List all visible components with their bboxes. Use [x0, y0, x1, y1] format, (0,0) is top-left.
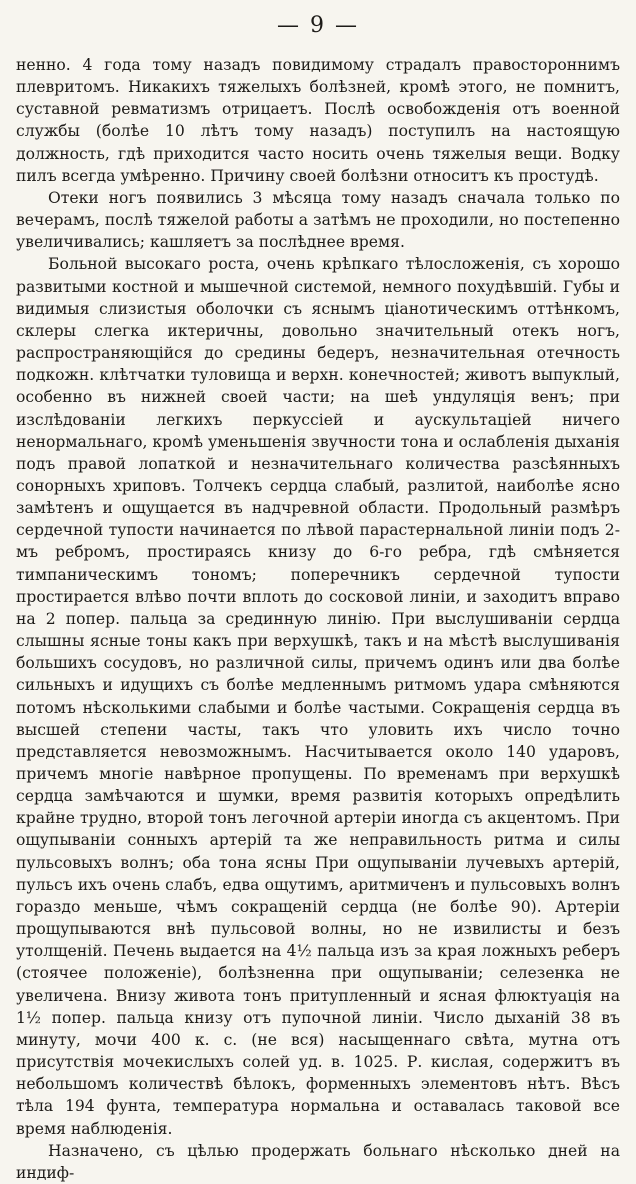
paragraph-treatment: Назначено, съ цѣлью продержать больнаго нѣсколько дней на индиф- [16, 1141, 620, 1182]
paragraph-edema-history: Отеки ногъ появились 3 мѣсяца тому назадъ сначала только по вечерамъ, послѣ тяжелой работы а затѣмъ не проходили, но постепенно увеличивались; кашляетъ за послѣднее время. [16, 188, 620, 252]
paragraph-examination: Больной высокаго роста, очень крѣпкаго тѣлосложенія, съ хорошо развитыми костной и мышечной системой, немного похудѣвшій. Губы и видимыя слизистыя оболочки съ яснымъ ціанотическимъ оттѣнкомъ, склеры слегка иктеричны, довольно значительный отекъ ногъ, распространяющійся до средины бедеръ, незначительная отечность подкожн. клѣтчатки туловища и верхн. конечностей; животъ выпуклый, особенно въ нижней своей части; на шеѣ ундуляція венъ; при изслѣдованіи легкихъ перкуссіей и аускультаціей ничего ненормальнаго, кромѣ уменьшенія звучности тона и ослабленія дыханія подъ правой лопаткой и незначительнаго количества разсѣянныхъ сонорныхъ хриповъ. Толчекъ сердца слабый, разлитой, наиболѣе ясно замѣтенъ и ощущается въ надчревной области. Продольный размѣръ сердечной тупости начинается по лѣвой парастернальной линіи подъ 2-мъ ребромъ, простираясь книзу до 6-го ребра, гдѣ смѣняется тимпаническимъ тономъ; поперечникъ сердечной тупости простирается влѣво почти вплоть до сосковой линіи, и заходитъ вправо на 2 попер. пальца за срединную линію. При выслушиваніи сердца слышны ясные тоны какъ при верхушкѣ, такъ и на мѣстѣ выслушиванія большихъ сосудовъ, но различной силы, причемъ одинъ или два болѣе сильныхъ и идущихъ съ болѣе медленнымъ ритмомъ удара смѣняются потомъ нѣсколькими слабыми и болѣе частыми. Сокращенія сердца въ высшей степени часты, такъ что уловить ихъ число точно представляется невозможнымъ. Насчитывается около 140 ударовъ, причемъ многіе навѣрное пропущены. По временамъ при верхушкѣ сердца замѣчаются и шумки, время развитія которыхъ опредѣлить крайне трудно, второй тонъ легочной артеріи иногда съ акцентомъ. При ощупываніи сонныхъ артерій та же неправильность ритма и силы пульсовыхъ волнъ; оба тона ясны При ощупываніи лучевыхъ артерій, пульсъ ихъ очень слабъ, едва ощутимъ, аритмиченъ и пульсовыхъ волнъ гораздо меньше, чѣмъ сокращеній сердца (не болѣе 90). Артеріи прощупываются внѣ пульсовой волны, но не извилисты и безъ утолщеній. Печень выдается на 4½ пальца изъ за края ложныхъ реберъ (стоячее положеніе), болѣзненна при ощупываніи; селезенка не увеличена. Внизу живота тонъ притупленный и ясная флюктуація на 1½ попер. пальца книзу отъ пупочной линіи. Число дыханій 38 въ минуту, мочи 400 к. с. (не вся) насыщеннаго свѣта, мутна отъ присутствія мочекислыхъ солей уд. в. 1025. Р. кислая, содержитъ въ небольшомъ количествѣ бѣлокъ, форменныхъ элементовъ нѣтъ. Вѣсъ тѣла 194 фунта, температура нормальна и оставалась таковой все время наблюденія. [16, 255, 620, 1138]
paragraph-continuation: ненно. 4 года тому назадъ повидимому страдалъ правостороннимъ плевритомъ. Никакихъ тяжелыхъ болѣзней, кромѣ этого, не помнитъ, суставной ревматизмъ отрицаетъ. Послѣ освобожденія отъ военной службы (болѣе 10 лѣтъ тому назадъ) поступилъ на настоящую должность, гдѣ приходится часто носить очень тяжелыя вещи. Водку пилъ всегда умѣренно. Причину своей болѣзни относитъ къ простудѣ. [16, 56, 620, 185]
page-number: — 9 — [277, 13, 359, 38]
